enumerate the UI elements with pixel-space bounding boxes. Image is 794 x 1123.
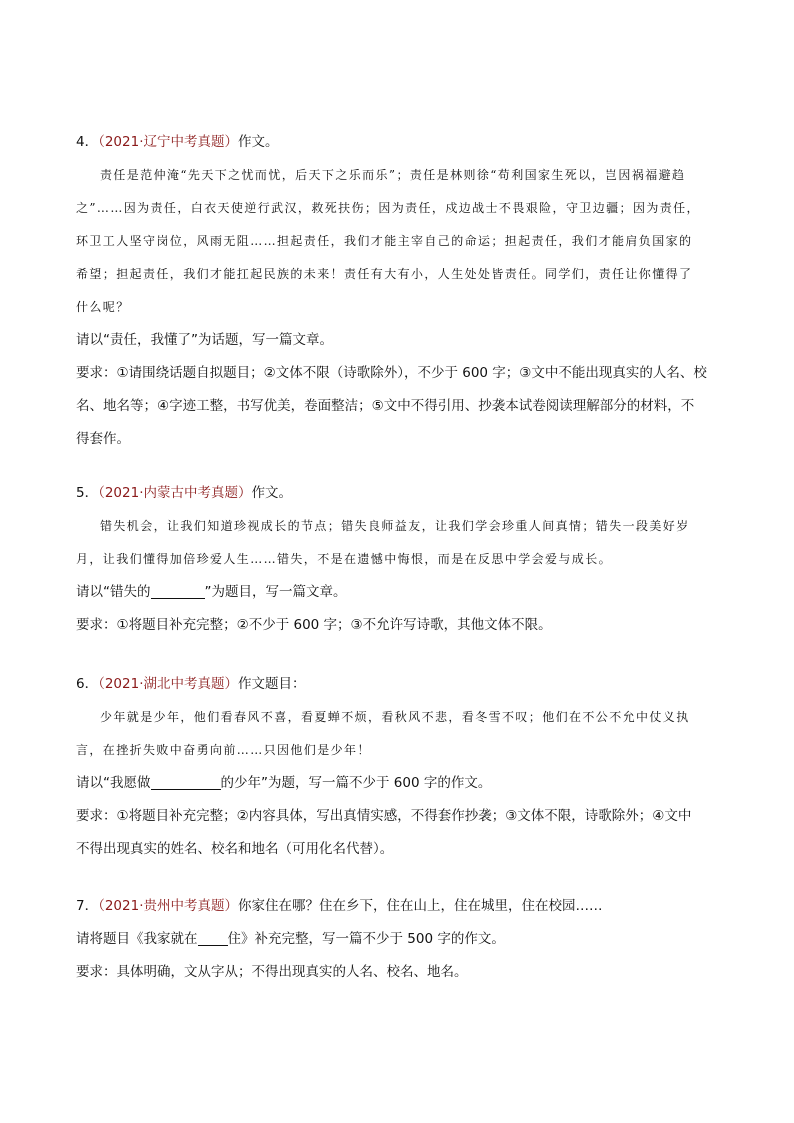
question-number: 6． [76, 676, 99, 692]
source-close: ） [224, 134, 238, 150]
question-header [76, 477, 736, 510]
question-number: 7． [76, 898, 99, 914]
source-open: （ [98, 898, 105, 914]
requirement-line: 不得出现真实的姓名、校名和地名（可用化名代替）。 [76, 841, 394, 857]
material-line: 言，在挫折失败中奋勇向前……只因他们是少年！ [76, 743, 371, 757]
question-4 [76, 126, 736, 456]
source-close: ） [238, 485, 252, 501]
fill-blank [151, 583, 205, 599]
question-header [76, 890, 736, 923]
question-title: 你家住在哪？住在乡下，住在山上，住在城里，住在校园…… [238, 898, 603, 914]
fill-blank [198, 930, 228, 946]
requirement-line: 要求：具体明确，文从字从；不得出现真实的人名、校名、地名。 [76, 964, 468, 980]
source-close: ） [224, 898, 238, 914]
requirements [76, 800, 736, 866]
writing-prompt [76, 767, 736, 800]
question-number: 4． [76, 134, 99, 150]
question-5 [76, 477, 736, 642]
fill-blank [151, 774, 221, 790]
question-6 [76, 668, 736, 866]
source-open: （ [98, 676, 105, 692]
source-open: （ [98, 134, 105, 150]
material-block [76, 159, 736, 324]
material-line: 月，让我们懂得加倍珍爱人生……错失，不是在遗憾中悔恨，而是在反思中学会爱与成长。 [76, 552, 613, 566]
source-tag: 2021·内蒙古中考真题 [104, 485, 238, 501]
question-header [76, 668, 736, 701]
prompt-start: 请以“错失的 [76, 584, 151, 600]
source-tag: 2021·湖北中考真题 [104, 676, 225, 692]
source-tag: 2021·贵州中考真题 [104, 898, 225, 914]
material-block [76, 510, 736, 576]
prompt-end: 住》补充完整，写一篇不少于 500 字的作文。 [227, 931, 505, 947]
requirement-line: 要求：①将题目补充完整；②不少于 600 字；③不允许写诗歌，其他文体不限。 [76, 617, 552, 633]
prompt-end: ”为题目，写一篇文章。 [204, 584, 347, 600]
material-line: 错失机会，让我们知道珍视成长的节点；错失良师益友，让我们学会珍重人间真情；错失一段美好岁 [100, 519, 690, 533]
requirement-line: 要求：①请围绕话题自拟题目；②文体不限（诗歌除外），不少于 600 字；③文中不能出现真实的人名、校 [76, 365, 707, 381]
source-close: ） [224, 676, 238, 692]
requirement-line: 名、地名等；④字迹工整，书写优美，卷面整洁；⑤文中不得引用、抄袭本试卷阅读理解部分的材料，不 [76, 398, 695, 414]
material-line: 环卫工人坚守岗位，风雨无阻……担起责任，我们才能主宰自己的命运；担起责任，我们才能肩负国家的 [76, 234, 693, 248]
requirements [76, 357, 736, 456]
source-tag: 2021·辽宁中考真题 [104, 134, 225, 150]
writing-prompt [76, 923, 736, 956]
requirement-line: 要求：①将题目补充完整；②内容具体，写出真情实感，不得套作抄袭；③文体不限，诗歌除外；④文中 [76, 808, 692, 824]
requirement-line: 得套作。 [76, 431, 130, 447]
question-header [76, 126, 736, 159]
material-line: 希望；担起责任，我们才能扛起民族的未来！责任有大有小，人生处处皆责任。同学们，责任让你懂得了 [76, 267, 693, 281]
question-title: 作文。 [238, 134, 279, 150]
material-line: 少年就是少年，他们看春风不喜，看夏蝉不烦，看秋风不悲，看冬雪不叹；他们在不公不允中仗义执 [100, 710, 690, 724]
writing-prompt [76, 576, 736, 609]
question-title: 作文题目： [238, 676, 306, 692]
prompt-start: 请将题目《我家就在 [76, 931, 198, 947]
material-line: 什么呢？ [76, 300, 130, 314]
question-7 [76, 890, 736, 989]
material-block [76, 701, 736, 767]
writing-prompt: 请以“责任，我懂了”为话题，写一篇文章。 [76, 332, 333, 348]
question-title: 作文。 [251, 485, 292, 501]
prompt-start: 请以“我愿做 [76, 775, 151, 791]
material-line: 责任是范仲淹“先天下之忧而忧，后天下之乐而乐”；责任是林则徐“苟利国家生死以，岂因祸福避趋 [100, 168, 686, 182]
question-number: 5． [76, 485, 99, 501]
material-line: 之”……因为责任，白衣天使逆行武汉，救死扶伤；因为责任，戍边战士不畏艰险，守卫边疆；因为责任， [76, 201, 700, 215]
prompt-end: 的少年”为题，写一篇不少于 600 字的作文。 [220, 775, 492, 791]
source-open: （ [98, 485, 105, 501]
